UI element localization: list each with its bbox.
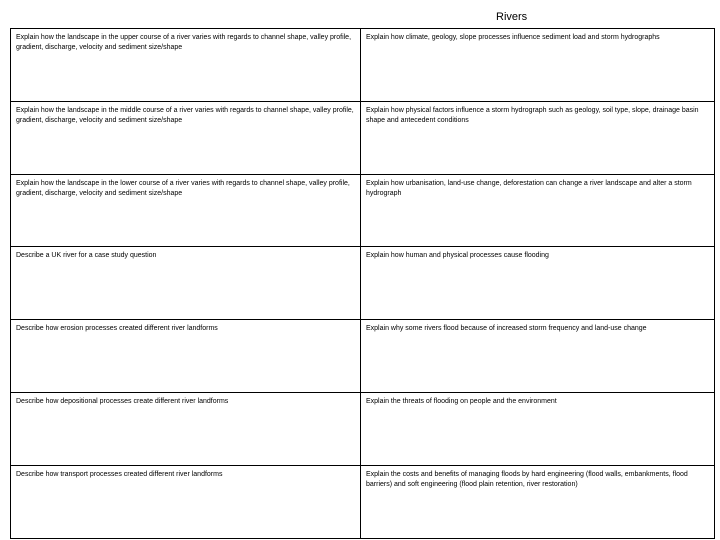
question-cell-right: Explain the threats of flooding on people and the environment [361, 392, 715, 465]
question-cell-left: Describe how erosion processes created different river landforms [11, 320, 361, 393]
question-cell-right: Explain how climate, geology, slope processes influence sediment load and storm hydrographs [361, 29, 715, 102]
table-row [11, 392, 715, 465]
table-row [11, 465, 715, 538]
question-cell-right: Explain the costs and benefits of managing floods by hard engineering (flood walls, embankments, flood barriers) and soft engineering (flood plain retention, river restoration) [361, 465, 715, 538]
table-row [11, 174, 715, 247]
question-cell-left: Explain how the landscape in the middle course of a river varies with regards to channel shape, valley profile, gradient, discharge, velocity and sediment size/shape [11, 101, 361, 174]
page-title: Rivers [496, 11, 528, 23]
question-cell-right: Explain why some rivers flood because of increased storm frequency and land-use change [361, 320, 715, 393]
question-cell-right: Explain how urbanisation, land-use change, deforestation can change a river landscape and alter a storm hydrograph [361, 174, 715, 247]
table-row [11, 29, 715, 102]
table-row [11, 320, 715, 393]
question-cell-left: Describe a UK river for a case study question [11, 247, 361, 320]
question-cell-left: Describe how depositional processes create different river landforms [11, 392, 361, 465]
question-cell-left: Explain how the landscape in the upper course of a river varies with regards to channel shape, valley profile, gradient, discharge, velocity and sediment size/shape [11, 29, 361, 102]
question-cell-right: Explain how physical factors influence a storm hydrograph such as geology, soil type, slope, drainage basin shape and antecedent conditions [361, 101, 715, 174]
table-row [11, 101, 715, 174]
question-cell-left: Explain how the landscape in the lower course of a river varies with regards to channel shape, valley profile, gradient, discharge, velocity and sediment size/shape [11, 174, 361, 247]
question-cell-left: Describe how transport processes created different river landforms [11, 465, 361, 538]
table-row [11, 247, 715, 320]
question-cell-right: Explain how human and physical processes cause flooding [361, 247, 715, 320]
question-grid [10, 28, 715, 539]
